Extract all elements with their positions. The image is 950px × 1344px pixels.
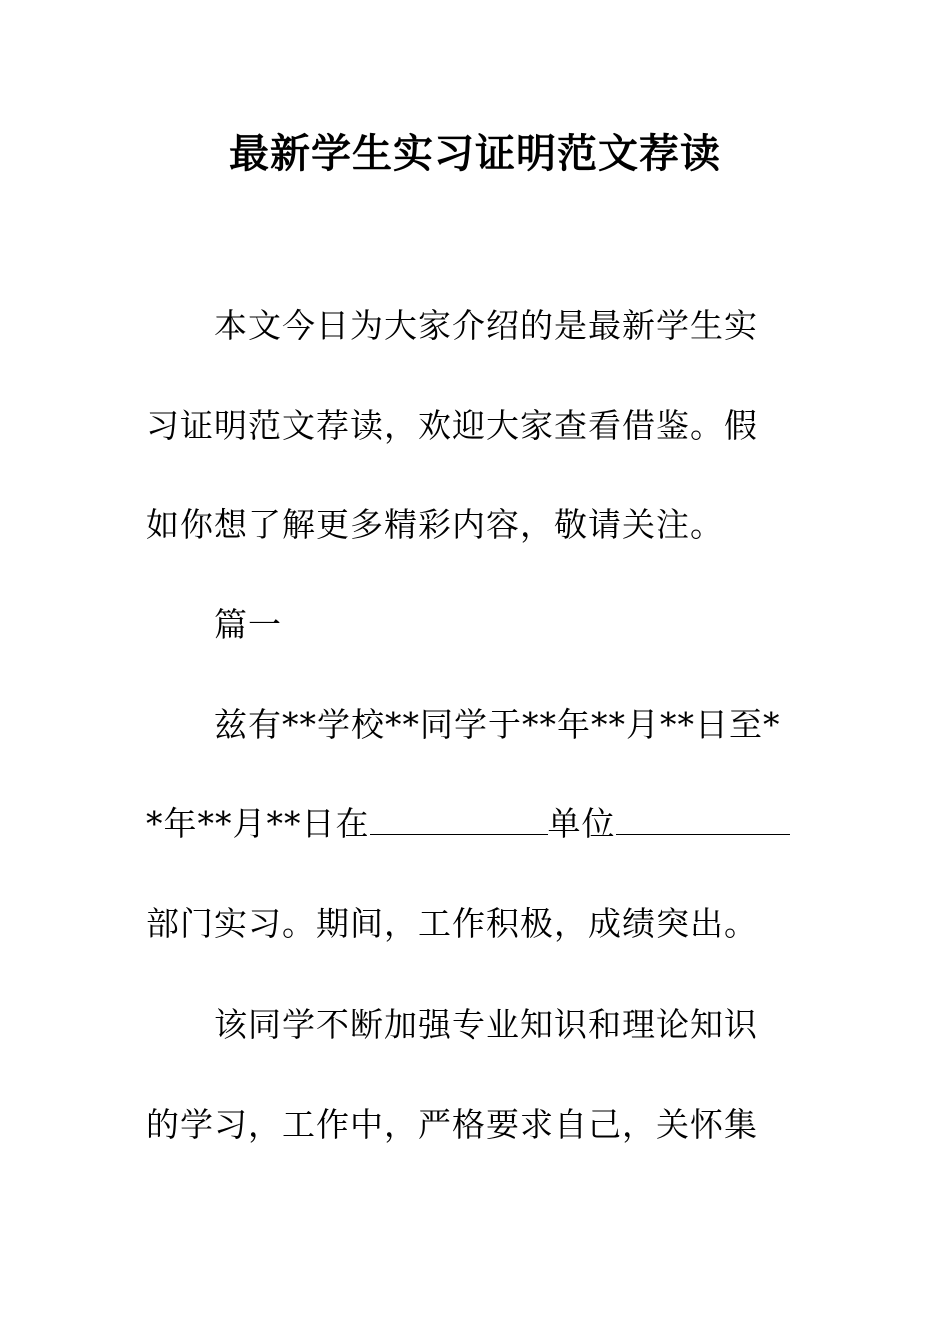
paragraph-2-line-1: 兹有**学校**同学于**年**月**日至* [214, 705, 781, 744]
paragraph-2-line-2-start: *年**月**日在 [146, 804, 370, 843]
blank-field-department [616, 804, 790, 835]
paragraph-2-line-3: 部门实习。期间，工作积极，成绩突出。 [146, 904, 758, 943]
paragraph-2-line-2 [146, 802, 790, 846]
paragraph-1-line-3: 如你想了解更多精彩内容，敬请关注。 [146, 505, 724, 544]
document-title: 最新学生实习证明范文荐读 [229, 130, 721, 177]
blank-field-unit [370, 804, 548, 835]
paragraph-3-line-1: 该同学不断加强专业知识和理论知识 [214, 1005, 758, 1044]
section-heading: 篇一 [214, 605, 282, 644]
paragraph-1-line-1: 本文今日为大家介绍的是最新学生实 [214, 306, 758, 345]
paragraph-2-line-2-unit-label: 单位 [547, 804, 616, 843]
paragraph-3-line-2: 的学习，工作中，严格要求自己，关怀集 [146, 1105, 758, 1144]
paragraph-1-line-2: 习证明范文荐读，欢迎大家查看借鉴。假 [146, 406, 758, 445]
